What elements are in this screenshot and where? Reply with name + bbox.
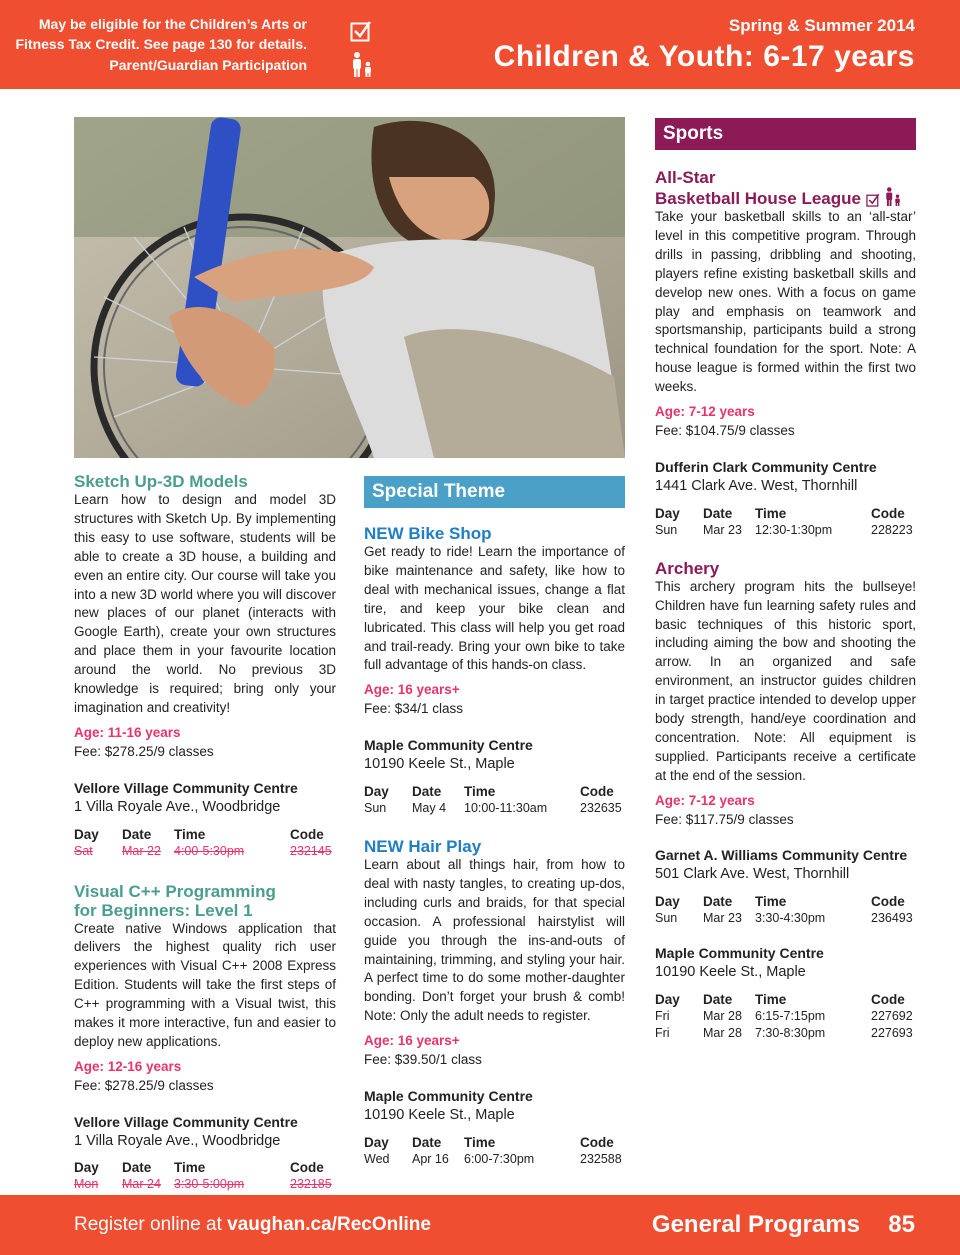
program-title-archery: Archery <box>655 558 720 578</box>
season-label: Spring & Summer 2014 <box>728 16 915 35</box>
program-description-sketchup: Learn how to design and model 3D structures with Sketch Up. By implementing this easy to use software, students will be able to create a 3D house, a building and even an entire city. Our course will take you into a new 3D world where you will discover new places of our planet (interacts with Google Earth), create your own structures and place them in your favourite location around the world. No previous 3D knowledge is required; bring only your imagination and creativity! <box>74 492 336 715</box>
program-age-bike-shop: Age: 16 years+ <box>364 682 460 698</box>
page-title: Children & Youth: 6-17 years <box>493 40 915 73</box>
program-description-bike-shop: Get ready to ride! Learn the importance of bike maintenance and safety, like how to deal with mechanical issues, change a flat tire, and keep your bike clean and lubricated. This class will help you get road and trail-ready. Bring your own bike to take full advantage of this hands-on class. <box>364 544 625 673</box>
schedule-table <box>74 1159 336 1193</box>
register-prefix: Register online at <box>74 1214 228 1235</box>
session-date: Mar 23 <box>703 911 742 926</box>
checkbox-icon <box>866 193 880 207</box>
register-online-text <box>74 1214 431 1236</box>
program-fee-archery: Fee: $117.75/9 classes <box>655 811 794 827</box>
program-note-archery: Note: All equipment is supplied. Participants receive a certificate at the end of the session. <box>655 729 916 783</box>
location-name: Dufferin Clark Community Centre <box>655 458 877 475</box>
schedule-table <box>655 505 916 539</box>
session-code: 228223 <box>871 522 913 537</box>
col-header-code: Code <box>290 826 324 842</box>
location-name: Maple Community Centre <box>364 737 533 754</box>
column-middle <box>364 476 625 1168</box>
page-number: 85 <box>888 1211 915 1238</box>
program-fee-hair-play: Fee: $39.50/1 class <box>364 1052 482 1068</box>
section-heading-sports: Sports <box>655 118 916 150</box>
col-header-time: Time <box>174 1160 206 1176</box>
program-title-basketball-line1: All-Star <box>655 168 716 187</box>
program-description-archery: This archery program hits the bullseye! Children have fun learning safety rules and basic techniques of this historic sport, including aiming the bow and shooting the arrow. In an organized and safe environment, an instructor guides children in target practice intended to develop upper body strength, hand/eye coordination and concentration. <box>655 578 916 745</box>
session-day: Mon <box>74 1177 99 1192</box>
schedule-table <box>74 826 336 860</box>
program-description-basketball-wrap <box>655 208 916 397</box>
session-date: Mar 28 <box>703 1009 742 1024</box>
location-address: 10190 Keele St., Maple <box>364 756 515 773</box>
session-code: 232185 <box>290 1177 332 1192</box>
program-description-basketball: Take your basketball skills to an ‘all-star’ level in this competitive program. Through drills in passing, dribbling and shooting, players refine existing basketball skills and develop new ones. With a focus on game play and emphasis on teamwork and sportsmanship, participants build a strong technical foundation for the sport. <box>655 209 916 357</box>
location-address: 1441 Clark Ave. West, Thornhill <box>655 477 858 494</box>
col-header-date: Date <box>412 1134 442 1150</box>
page-header <box>0 0 960 89</box>
column-left <box>74 472 336 1193</box>
table-row <box>655 522 916 539</box>
program-note-basketball: Note: A house league is formed within the first two weeks. <box>655 341 916 395</box>
session-code: 227692 <box>871 1009 913 1024</box>
program-fee-basketball: Fee: $104.75/9 classes <box>655 422 795 438</box>
location-address: 1 Villa Royale Ave., Woodbridge <box>74 798 281 815</box>
col-header-day: Day <box>74 1160 99 1176</box>
session-time: 12:30-1:30pm <box>755 522 833 537</box>
program-fee-sketchup: Fee: $278.25/9 classes <box>74 743 214 759</box>
col-header-time: Time <box>755 894 787 910</box>
col-header-day: Day <box>655 992 680 1008</box>
page-footer <box>0 1195 960 1255</box>
session-code: 236493 <box>871 911 913 926</box>
session-code: 227693 <box>871 1026 913 1041</box>
program-age-visual-cpp: Age: 12-16 years <box>74 1058 182 1074</box>
boy-fixing-bike-photo <box>74 117 625 458</box>
session-day: Sat <box>74 843 93 858</box>
location-name: Garnet A. Williams Community Centre <box>655 847 908 864</box>
program-title-basketball-line2-wrap <box>655 187 916 208</box>
program-age-archery: Age: 7-12 years <box>655 792 755 808</box>
session-code: 232145 <box>290 843 332 858</box>
session-date: Mar 23 <box>703 522 742 537</box>
program-title-sketchup: Sketch Up-3D Models <box>74 472 248 491</box>
program-age-hair-play: Age: 16 years+ <box>364 1033 460 1049</box>
program-title-visual-cpp-line1: Visual C++ Programming <box>74 881 276 901</box>
session-time: 10:00-11:30am <box>464 800 548 815</box>
session-date: Apr 16 <box>412 1151 449 1166</box>
location-address: 1 Villa Royale Ave., Woodbridge <box>74 1132 281 1149</box>
program-age-basketball: Age: 7-12 years <box>655 404 755 420</box>
col-header-code: Code <box>871 505 905 521</box>
checkbox-icon <box>350 20 372 42</box>
program-title-hair-play: NEW Hair Play <box>364 836 482 856</box>
col-header-date: Date <box>703 992 733 1008</box>
session-day: Fri <box>655 1009 670 1024</box>
col-header-code: Code <box>580 1134 614 1150</box>
col-header-date: Date <box>703 505 733 521</box>
column-right <box>655 118 916 1042</box>
col-header-time: Time <box>174 826 206 842</box>
col-header-date: Date <box>122 826 152 842</box>
col-header-time: Time <box>755 992 787 1008</box>
program-fee-visual-cpp: Fee: $278.25/9 classes <box>74 1077 214 1093</box>
program-fee-bike-shop: Fee: $34/1 class <box>364 701 464 717</box>
col-header-time: Time <box>464 1134 496 1150</box>
table-row <box>655 910 916 927</box>
program-age-sketchup: Age: 11-16 years <box>74 724 181 740</box>
col-header-day: Day <box>655 505 680 521</box>
session-time: 6:00-7:30pm <box>464 1151 535 1166</box>
col-header-time: Time <box>755 505 787 521</box>
col-header-day: Day <box>364 1134 389 1150</box>
location-name: Vellore Village Community Centre <box>74 779 298 796</box>
program-title-basketball-line2: Basketball House League <box>655 189 861 208</box>
parent-child-icon <box>350 52 374 78</box>
location-name: Maple Community Centre <box>364 1087 533 1104</box>
session-date: Mar 28 <box>703 1026 742 1041</box>
col-header-date: Date <box>412 783 442 799</box>
session-code: 232588 <box>580 1151 622 1166</box>
program-title-visual-cpp-line2: for Beginners: Level 1 <box>74 900 253 920</box>
col-header-code: Code <box>871 992 905 1008</box>
col-header-day: Day <box>364 783 389 799</box>
location-address: 10190 Keele St., Maple <box>364 1106 515 1123</box>
col-header-day: Day <box>74 826 99 842</box>
location-address: 10190 Keele St., Maple <box>655 964 806 981</box>
col-header-code: Code <box>871 894 905 910</box>
table-row <box>655 1025 916 1042</box>
footer-section-name: General Programs <box>651 1211 860 1238</box>
session-date: Mar 22 <box>122 843 161 858</box>
table-row <box>364 800 625 817</box>
section-heading-special-theme: Special Theme <box>364 476 625 508</box>
col-header-date: Date <box>122 1160 152 1176</box>
location-name: Vellore Village Community Centre <box>74 1113 298 1130</box>
session-day: Wed <box>364 1151 390 1166</box>
table-row <box>364 1151 625 1168</box>
session-day: Sun <box>655 522 678 537</box>
session-time: 3:30-5:00pm <box>174 1177 245 1192</box>
col-header-code: Code <box>580 783 614 799</box>
schedule-table <box>364 1134 625 1168</box>
session-code: 232635 <box>580 800 622 815</box>
program-description-visual-cpp: Create native Windows application that delivers the highest quality rich user experiences with Visual C++ 2008 Express Edition. Students will take the first steps of C++ programming with a Visual twist, this makes it more interactive, fun and easier to deploy new applications. <box>74 920 336 1049</box>
program-description-archery-wrap <box>655 578 916 786</box>
register-link[interactable]: vaughan.ca/RecOnline <box>227 1214 431 1235</box>
parent-child-icon <box>884 187 902 207</box>
schedule-table <box>364 783 625 817</box>
col-header-time: Time <box>464 783 496 799</box>
program-description-hair-play-wrap <box>364 856 625 1026</box>
table-row <box>74 1176 336 1193</box>
tax-credit-line1: May be eligible for the Children’s Arts or <box>38 16 307 32</box>
session-date: Mar 24 <box>122 1177 161 1192</box>
session-day: Sun <box>655 911 678 926</box>
program-title-bike-shop: NEW Bike Shop <box>364 524 492 543</box>
col-header-date: Date <box>703 894 733 910</box>
tax-credit-line2: Fitness Tax Credit. See page 130 for details. <box>15 36 307 52</box>
session-time: 3:30-4:30pm <box>755 911 826 926</box>
session-day: Fri <box>655 1026 670 1041</box>
location-address: 501 Clark Ave. West, Thornhill <box>655 866 850 883</box>
program-note-hair-play: Note: Only the adult needs to register. <box>364 1008 591 1024</box>
table-row <box>74 843 336 860</box>
schedule-table <box>655 991 916 1042</box>
tax-credit-note <box>7 14 307 54</box>
location-name: Maple Community Centre <box>655 945 824 962</box>
schedule-table <box>655 893 916 927</box>
table-row <box>655 1008 916 1025</box>
parent-participation-label: Parent/Guardian Participation <box>109 57 307 73</box>
session-date: May 4 <box>412 800 447 815</box>
session-time: 6:15-7:15pm <box>755 1009 826 1024</box>
session-time: 7:30-8:30pm <box>755 1026 826 1041</box>
program-description-hair-play: Learn about all things hair, from how to deal with nasty tangles, to creating up-dos, including curls and braids, for that special occasion. A professional hairstylist will guide you through the ins-and-outs of maintaining, trimming, and styling your hair. A perfect time to do some mother-daughter bonding. Don’t forget your brush & comb! <box>364 856 625 1005</box>
col-header-code: Code <box>290 1160 324 1176</box>
col-header-day: Day <box>655 894 680 910</box>
session-time: 4:00-5:30pm <box>174 843 245 858</box>
session-day: Sun <box>364 800 387 815</box>
